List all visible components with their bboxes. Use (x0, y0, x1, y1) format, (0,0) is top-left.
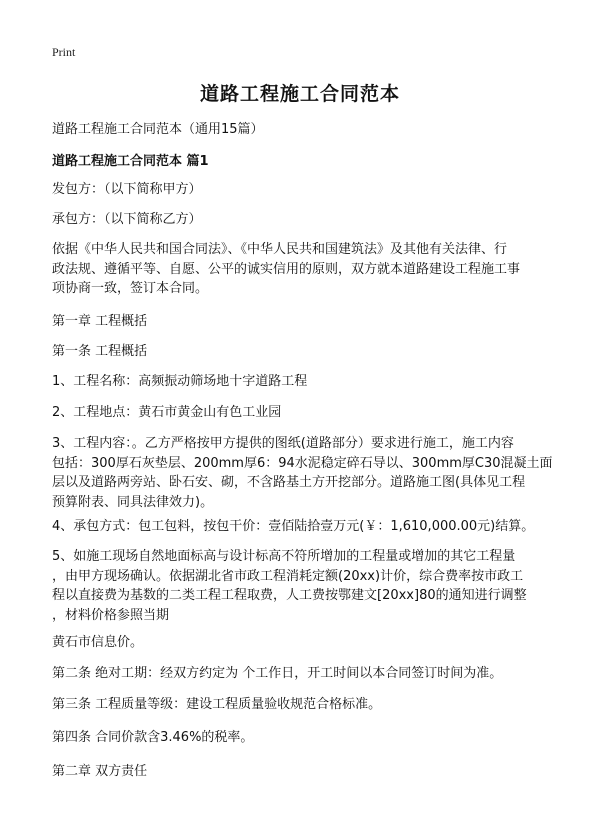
preamble-line: 政法规、遵循平等、自愿、公平的诚实信用的原则，双方就本道路建设工程施工事 (52, 261, 521, 277)
preamble-line: 项协商一致，签订本合同。 (52, 281, 209, 296)
item3-line: 预算附表、同具法律效力)。 (52, 494, 214, 510)
item5-line: 程以直接费为基数的二类工程工程取费，人工费按鄂建文[20xx]80的通知进行调整 (52, 588, 527, 603)
item5-line: ，材料价格参照当期 (52, 607, 170, 623)
item3-line: 3、工程内容：。乙方严格按甲方提供的图纸(道路部分）要求进行施工，施工内容 (52, 436, 514, 451)
item-extra-work (52, 547, 552, 625)
item5-line: ，由甲方现场确认。依据湖北省市政工程消耗定额(20xx)计价，综合费率按市政工 (52, 568, 524, 584)
item-contract-method: 4、承包方式：包工包料，按包干价：壹佰陆拾壹万元(￥：1,610,000.00元)结算。 (52, 519, 535, 534)
contractor-line: 承包方：（以下简称乙方） (52, 212, 202, 227)
article3-line: 第三条 工程质量等级：建设工程质量验收规范合格标准。 (52, 697, 382, 712)
item-project-content (52, 434, 552, 512)
item3-line: 层以及道路两旁站、卧石安、砌，不含路基土方开挖部分。道路施工图(具体见工程 (52, 475, 526, 490)
chapter2-heading: 第二章 双方责任 (52, 764, 148, 779)
document-subtitle: 道路工程施工合同范本（通用15篇） (52, 122, 264, 137)
page-title: 道路工程施工合同范本 (199, 83, 400, 105)
preamble-line: 依据《中华人民共和国合同法》、《中华人民共和国建筑法》及其他有关法律、行 (52, 242, 508, 257)
chapter1-heading: 第一章 工程概括 (52, 314, 148, 329)
print-link[interactable]: Print (52, 45, 76, 59)
item5-line: 5、如施工现场自然地面标高与设计标高不符所增加的工程量或增加的其它工程量 (52, 549, 516, 564)
employer-line: 发包方：（以下简称甲方） (52, 182, 202, 197)
item-project-location: 2、工程地点：黄石市黄金山有色工业园 (52, 405, 282, 420)
item-project-name: 1、工程名称：高频振动筛场地十字道路工程 (52, 374, 308, 389)
article2-line: 第二条 绝对工期：经双方约定为 个工作日，开工时间以本合同签订时间为准。 (52, 666, 503, 681)
item3-line: 包括：300厚石灰垫层、200mm厚6：94水泥稳定碎石导以、300mm厚C30混凝土面 (52, 455, 553, 471)
article1-heading: 第一条 工程概括 (52, 344, 148, 359)
item5-continuation: 黄石市信息价。 (52, 635, 144, 650)
section-heading: 道路工程施工合同范本 篇1 (52, 154, 209, 169)
preamble-paragraph (52, 240, 552, 299)
article4-line: 第四条 合同价款含3.46%的税率。 (52, 730, 254, 745)
